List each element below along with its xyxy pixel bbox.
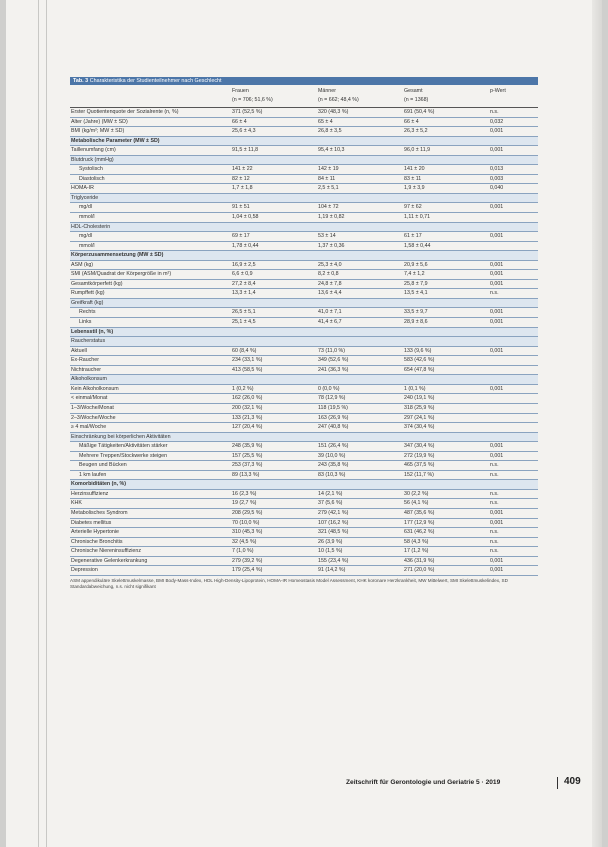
cell-total: 374 (30,4 %) bbox=[404, 424, 435, 431]
table-section-row bbox=[70, 137, 538, 147]
table-row bbox=[70, 308, 538, 318]
table-row bbox=[70, 213, 538, 223]
cell-p-value: n.s. bbox=[490, 471, 499, 478]
row-label: Rechts bbox=[79, 309, 96, 316]
cell-women: 70 (10,0 %) bbox=[232, 519, 260, 526]
cell-total: 1 (0,1 %) bbox=[404, 385, 426, 392]
cell-women: 66 ± 4 bbox=[232, 118, 247, 125]
cell-men: 53 ± 14 bbox=[318, 233, 336, 240]
table-row bbox=[70, 184, 538, 194]
cell-p-value: n.s. bbox=[490, 500, 499, 507]
row-label: Blutdruck (mmHg) bbox=[71, 156, 114, 163]
table-row bbox=[70, 366, 538, 376]
cell-p-value: 0,001 bbox=[490, 347, 504, 354]
cell-men: 142 ± 19 bbox=[318, 166, 339, 173]
col-header-men: Männer bbox=[318, 88, 336, 94]
table-row bbox=[70, 452, 538, 462]
table-section-row bbox=[70, 251, 538, 261]
cell-men: 247 (40,8 %) bbox=[318, 424, 349, 431]
table-row bbox=[70, 318, 538, 328]
cell-total: 436 (31,9 %) bbox=[404, 557, 435, 564]
table-caption-title: Charakteristika der Studienteilnehmer nach Geschlecht bbox=[89, 78, 222, 84]
cell-p-value: 0,001 bbox=[490, 557, 504, 564]
cell-men: 84 ± 11 bbox=[318, 175, 336, 182]
cell-men: 107 (16,2 %) bbox=[318, 519, 349, 526]
table-row bbox=[70, 108, 538, 118]
table-body bbox=[70, 108, 538, 576]
table-row bbox=[70, 509, 538, 519]
row-label: Ex-Raucher bbox=[71, 357, 99, 364]
cell-p-value: 0,032 bbox=[490, 118, 504, 125]
row-label: ASM (kg) bbox=[71, 261, 94, 268]
cell-p-value: n.s. bbox=[490, 109, 499, 115]
row-label: Aktuell bbox=[71, 347, 87, 354]
cell-p-value: 0,001 bbox=[490, 443, 504, 450]
table-row bbox=[70, 442, 538, 452]
cell-women: 253 (37,3 %) bbox=[232, 462, 263, 469]
cell-total: 347 (30,4 %) bbox=[404, 443, 435, 450]
cell-total: 583 (42,6 %) bbox=[404, 357, 435, 364]
cell-women: 1,04 ± 0,58 bbox=[232, 214, 259, 221]
cell-total: 28,9 ± 8,6 bbox=[404, 319, 428, 326]
table-group-row bbox=[70, 337, 538, 347]
table-group-row bbox=[70, 194, 538, 204]
cell-men: 241 (36,3 %) bbox=[318, 366, 349, 373]
table-row bbox=[70, 165, 538, 175]
cell-women: 27,2 ± 8,4 bbox=[232, 280, 256, 287]
cell-men: 24,8 ± 7,8 bbox=[318, 280, 342, 287]
row-label: Komorbiditäten (n, %) bbox=[71, 481, 127, 488]
cell-men: 0 (0,0 %) bbox=[318, 385, 340, 392]
cell-men: 1,19 ± 0,82 bbox=[318, 214, 345, 221]
col-subheader-women: (n = 706; 51,6 %) bbox=[232, 97, 273, 103]
cell-men: 25,3 ± 4,0 bbox=[318, 261, 342, 268]
page-fold-line bbox=[46, 0, 47, 847]
cell-women: 162 (26,0 %) bbox=[232, 395, 263, 402]
table-row bbox=[70, 146, 538, 156]
cell-women: 91,5 ± 11,8 bbox=[232, 147, 259, 154]
cell-women: 19 (2,7 %) bbox=[232, 500, 257, 507]
cell-men: 65 ± 4 bbox=[318, 118, 333, 125]
cell-women: 32 (4,5 %) bbox=[232, 538, 257, 545]
cell-p-value: 0,001 bbox=[490, 204, 504, 211]
footer-separator bbox=[557, 777, 558, 789]
cell-total: 297 (24,1 %) bbox=[404, 414, 435, 421]
table-group-row bbox=[70, 433, 538, 443]
row-label: Triglyceride bbox=[71, 194, 99, 201]
cell-men: 8,2 ± 0,8 bbox=[318, 271, 339, 278]
row-label: Arterielle Hypertonie bbox=[71, 529, 119, 536]
table-row bbox=[70, 289, 538, 299]
row-label: Diabetes mellitus bbox=[71, 519, 112, 526]
table-row bbox=[70, 404, 538, 414]
cell-women: 13,3 ± 1,4 bbox=[232, 290, 256, 297]
cell-p-value: 0,003 bbox=[490, 175, 504, 182]
cell-p-value: 0,001 bbox=[490, 452, 504, 459]
table-section-row bbox=[70, 480, 538, 490]
row-label: Taillenumfang (cm) bbox=[71, 147, 116, 154]
row-label: Metabolisches Syndrom bbox=[71, 509, 128, 516]
cell-total: 30 (2,2 %) bbox=[404, 490, 429, 497]
cell-p-value: 0,001 bbox=[490, 147, 504, 154]
col-header-women: Frauen bbox=[232, 88, 249, 94]
cell-p-value: 0,001 bbox=[490, 233, 504, 240]
journal-citation: Zeitschrift für Gerontologie und Geriatrie 5 · 2019 bbox=[346, 779, 501, 786]
cell-total: 56 (4,1 %) bbox=[404, 500, 429, 507]
cell-men: 14 (2,1 %) bbox=[318, 490, 343, 497]
cell-total: 97 ± 62 bbox=[404, 204, 422, 211]
row-label: Beugen und Bücken bbox=[79, 462, 127, 469]
row-label: Degenerative Gelenkerkrankung bbox=[71, 557, 148, 564]
row-label: Greifkraft (kg) bbox=[71, 299, 104, 306]
row-label: BMI (kg/m²; MW ± SD) bbox=[71, 128, 125, 135]
cell-total: 26,3 ± 5,2 bbox=[404, 128, 428, 135]
col-header-total: Gesamt bbox=[404, 88, 423, 94]
cell-total: 7,4 ± 1,2 bbox=[404, 271, 425, 278]
cell-p-value: n.s. bbox=[490, 290, 499, 297]
cell-men: 26 (3,9 %) bbox=[318, 538, 343, 545]
row-label: mmol/l bbox=[79, 214, 95, 221]
table-caption bbox=[70, 77, 538, 85]
cell-women: 89 (13,3 %) bbox=[232, 471, 260, 478]
table-row bbox=[70, 414, 538, 424]
table-row bbox=[70, 118, 538, 128]
cell-women: 69 ± 17 bbox=[232, 233, 250, 240]
table-group-row bbox=[70, 223, 538, 233]
cell-men: 26,8 ± 3,5 bbox=[318, 128, 342, 135]
cell-men: 279 (42,1 %) bbox=[318, 509, 349, 516]
row-label: Alter (Jahre) (MW ± SD) bbox=[71, 118, 128, 125]
table-row bbox=[70, 385, 538, 395]
cell-p-value: 0,001 bbox=[490, 519, 504, 526]
table-row bbox=[70, 538, 538, 548]
cell-p-value: 0,001 bbox=[490, 261, 504, 268]
table-row bbox=[70, 471, 538, 481]
col-subheader-total: (n = 1368) bbox=[404, 97, 429, 103]
journal-page bbox=[6, 0, 596, 847]
cell-women: 157 (25,5 %) bbox=[232, 452, 263, 459]
cell-men: 2,5 ± 5,1 bbox=[318, 185, 339, 192]
cell-men: 155 (23,4 %) bbox=[318, 557, 349, 564]
row-label: Rumpffett (kg) bbox=[71, 290, 105, 297]
cell-men: 118 (19,5 %) bbox=[318, 404, 348, 411]
cell-men: 243 (35,8 %) bbox=[318, 462, 349, 469]
table-row bbox=[70, 557, 538, 567]
row-label: Chronische Bronchitis bbox=[71, 538, 123, 545]
row-label: SMI (ASM/Quadrat der Körpergröße in m²) bbox=[71, 271, 172, 278]
cell-p-value: 0,001 bbox=[490, 509, 504, 516]
cell-men: 37 (5,6 %) bbox=[318, 500, 343, 507]
row-label: Mehrere Treppen/Stockwerke steigen bbox=[79, 452, 168, 459]
row-label: Herzinsuffizienz bbox=[71, 490, 109, 497]
cell-men: 10 (1,5 %) bbox=[318, 548, 343, 555]
cell-p-value: 0,001 bbox=[490, 128, 504, 135]
row-label: mmol/l bbox=[79, 242, 95, 249]
table-row bbox=[70, 394, 538, 404]
cell-total: 1,9 ± 3,9 bbox=[404, 185, 425, 192]
row-label: Einschränkung bei körperlichen Aktivitäten bbox=[71, 433, 171, 440]
row-label: 1–3/Woche/Monat bbox=[71, 404, 114, 411]
table-row bbox=[70, 175, 538, 185]
cell-women: 133 (21,3 %) bbox=[232, 414, 263, 421]
table-row bbox=[70, 566, 538, 576]
table-row bbox=[70, 261, 538, 271]
cell-women: 179 (25,4 %) bbox=[232, 567, 263, 574]
row-label: Körperzusammensetzung (MW ± SD) bbox=[71, 252, 164, 259]
cell-women: 1,7 ± 1,8 bbox=[232, 185, 253, 192]
table-row bbox=[70, 347, 538, 357]
row-label: < einmal/Monat bbox=[71, 395, 108, 402]
cell-women: 200 (32,1 %) bbox=[232, 404, 263, 411]
cell-p-value: 0,001 bbox=[490, 319, 504, 326]
row-label: Lebensstil (n, %) bbox=[71, 328, 114, 335]
cell-women: 279 (39,2 %) bbox=[232, 557, 263, 564]
cell-total: 240 (19,1 %) bbox=[404, 395, 435, 402]
cell-total: 691 (50,4 %) bbox=[404, 109, 435, 115]
row-label: Kein Alkoholkonsum bbox=[71, 385, 119, 392]
cell-p-value: n.s. bbox=[490, 462, 499, 469]
row-label: Alkoholkonsum bbox=[71, 376, 107, 383]
cell-p-value: 0,001 bbox=[490, 280, 504, 287]
cell-men: 41,0 ± 7,1 bbox=[318, 309, 342, 316]
table-group-row bbox=[70, 299, 538, 309]
cell-total: 83 ± 11 bbox=[404, 175, 422, 182]
row-label: 2–3/Woche/Woche bbox=[71, 414, 116, 421]
cell-men: 163 (26,9 %) bbox=[318, 414, 349, 421]
cell-total: 133 (9,6 %) bbox=[404, 347, 432, 354]
page-edge bbox=[592, 0, 602, 847]
row-label: Nichtraucher bbox=[71, 366, 102, 373]
cell-men: 95,4 ± 10,3 bbox=[318, 147, 345, 154]
cell-total: 33,5 ± 9,7 bbox=[404, 309, 428, 316]
cell-women: 1 (0,2 %) bbox=[232, 385, 254, 392]
cell-p-value: 0,040 bbox=[490, 185, 504, 192]
row-label: Metabolische Parameter (MW ± SD) bbox=[71, 137, 160, 144]
cell-total: 25,8 ± 7,9 bbox=[404, 280, 428, 287]
cell-women: 26,5 ± 5,1 bbox=[232, 309, 256, 316]
cell-women: 141 ± 22 bbox=[232, 166, 253, 173]
cell-women: 16 (2,3 %) bbox=[232, 490, 257, 497]
page-number: 409 bbox=[564, 776, 581, 787]
table-caption-label: Tab. 3 bbox=[73, 78, 89, 84]
cell-p-value: n.s. bbox=[490, 490, 499, 497]
table-row bbox=[70, 242, 538, 252]
cell-women: 6,6 ± 0,9 bbox=[232, 271, 253, 278]
cell-p-value: 0,001 bbox=[490, 567, 504, 574]
table-row bbox=[70, 280, 538, 290]
col-subheader-men: (n = 662; 48,4 %) bbox=[318, 97, 359, 103]
cell-women: 25,1 ± 4,5 bbox=[232, 319, 256, 326]
table-row bbox=[70, 270, 538, 280]
table-row bbox=[70, 203, 538, 213]
cell-women: 248 (35,9 %) bbox=[232, 443, 263, 450]
cell-men: 104 ± 72 bbox=[318, 204, 339, 211]
row-label: Diastolisch bbox=[79, 175, 105, 182]
cell-women: 371 (52,5 %) bbox=[232, 109, 263, 115]
row-label: Raucherstatus bbox=[71, 338, 106, 345]
table-header bbox=[70, 85, 538, 108]
cell-men: 349 (52,6 %) bbox=[318, 357, 349, 364]
cell-total: 272 (19,9 %) bbox=[404, 452, 435, 459]
cell-p-value: n.s. bbox=[490, 548, 499, 555]
cell-total: 96,0 ± 11,9 bbox=[404, 147, 431, 154]
cell-total: 177 (12,9 %) bbox=[404, 519, 435, 526]
cell-p-value: n.s. bbox=[490, 529, 499, 536]
row-label: KHK bbox=[71, 500, 82, 507]
row-label: mg/dl bbox=[79, 233, 92, 240]
cell-women: 25,6 ± 4,3 bbox=[232, 128, 256, 135]
row-label: HOMA-IR bbox=[71, 185, 94, 192]
table-row bbox=[70, 490, 538, 500]
cell-men: 151 (26,4 %) bbox=[318, 443, 349, 450]
table-section-row bbox=[70, 328, 538, 338]
table-row bbox=[70, 547, 538, 557]
table-group-row bbox=[70, 156, 538, 166]
row-label: 1 km laufen bbox=[79, 471, 107, 478]
table-row bbox=[70, 423, 538, 433]
row-label: Chronische Niereninsuffizienz bbox=[71, 548, 141, 555]
cell-men: 1,37 ± 0,36 bbox=[318, 242, 345, 249]
table-group-row bbox=[70, 375, 538, 385]
cell-total: 631 (46,2 %) bbox=[404, 529, 435, 536]
cell-women: 413 (58,5 %) bbox=[232, 366, 263, 373]
cell-men: 320 (48,3 %) bbox=[318, 109, 349, 115]
cell-total: 271 (20,0 %) bbox=[404, 567, 435, 574]
table-footnote: ASM appendikuläre Skelettmuskelmasse, BMI Body-Mass-Index, HDL High-Density-Lipoprotein, HOMA-IR Homeostasis Model Assessment, KHK koronare Herzkrankheit, MW Mittelwert, SMI Skelettmuskelindex, SD Standardabweichung, n.s. nicht signifikant bbox=[70, 577, 508, 589]
row-label: Erster Quotientenquote der Sozialrente (n, %) bbox=[71, 109, 179, 115]
cell-total: 654 (47,8 %) bbox=[404, 366, 435, 373]
cell-total: 487 (35,6 %) bbox=[404, 509, 435, 516]
cell-women: 91 ± 51 bbox=[232, 204, 250, 211]
cell-women: 82 ± 12 bbox=[232, 175, 250, 182]
table-row bbox=[70, 461, 538, 471]
cell-total: 465 (37,5 %) bbox=[404, 462, 435, 469]
cell-women: 310 (45,3 %) bbox=[232, 529, 263, 536]
row-label: Gesamtkörperfett (kg) bbox=[71, 280, 123, 287]
cell-total: 141 ± 20 bbox=[404, 166, 425, 173]
cell-women: 127 (20,4 %) bbox=[232, 424, 263, 431]
cell-men: 41,4 ± 6,7 bbox=[318, 319, 342, 326]
cell-men: 78 (12,9 %) bbox=[318, 395, 346, 402]
cell-p-value: 0,001 bbox=[490, 271, 504, 278]
row-label: Mäßige Tätigkeiten/Aktivitäten stärker bbox=[79, 443, 168, 450]
cell-men: 321 (48,5 %) bbox=[318, 529, 349, 536]
row-label: HDL-Cholesterin bbox=[71, 223, 111, 230]
table-row bbox=[70, 519, 538, 529]
row-label: mg/dl bbox=[79, 204, 92, 211]
cell-total: 58 (4,3 %) bbox=[404, 538, 429, 545]
cell-women: 7 (1,0 %) bbox=[232, 548, 254, 555]
cell-men: 13,6 ± 4,4 bbox=[318, 290, 342, 297]
cell-total: 1,11 ± 0,71 bbox=[404, 214, 431, 221]
cell-total: 1,58 ± 0,44 bbox=[404, 242, 431, 249]
row-label: Links bbox=[79, 319, 92, 326]
page-fold-line bbox=[38, 0, 39, 847]
table-row bbox=[70, 499, 538, 509]
cell-women: 234 (33,1 %) bbox=[232, 357, 263, 364]
cell-men: 83 (10,3 %) bbox=[318, 471, 346, 478]
cell-total: 152 (11,7 %) bbox=[404, 471, 434, 478]
row-label: ≥ 4 mal/Woche bbox=[71, 424, 107, 431]
cell-women: 16,9 ± 2,5 bbox=[232, 261, 256, 268]
table-row bbox=[70, 528, 538, 538]
table-row bbox=[70, 356, 538, 366]
row-label: Systolisch bbox=[79, 166, 103, 173]
row-label: Depression bbox=[71, 567, 98, 574]
cell-total: 17 (1,2 %) bbox=[404, 548, 429, 555]
cell-total: 318 (25,9 %) bbox=[404, 404, 435, 411]
table-row bbox=[70, 232, 538, 242]
cell-women: 60 (8,4 %) bbox=[232, 347, 257, 354]
col-header-p-value: p-Wert bbox=[490, 88, 506, 94]
cell-men: 91 (14,2 %) bbox=[318, 567, 346, 574]
cell-women: 208 (29,5 %) bbox=[232, 509, 263, 516]
cell-women: 1,78 ± 0,44 bbox=[232, 242, 259, 249]
cell-men: 73 (11,0 %) bbox=[318, 347, 345, 354]
cell-p-value: 0,001 bbox=[490, 385, 504, 392]
characteristics-table bbox=[70, 77, 538, 590]
cell-total: 13,5 ± 4,1 bbox=[404, 290, 428, 297]
cell-p-value: n.s. bbox=[490, 538, 499, 545]
cell-men: 39 (10,0 %) bbox=[318, 452, 346, 459]
cell-p-value: 0,013 bbox=[490, 166, 504, 173]
cell-total: 66 ± 4 bbox=[404, 118, 419, 125]
cell-p-value: 0,001 bbox=[490, 309, 504, 316]
cell-total: 61 ± 17 bbox=[404, 233, 422, 240]
cell-total: 20,9 ± 5,6 bbox=[404, 261, 428, 268]
table-row bbox=[70, 127, 538, 137]
